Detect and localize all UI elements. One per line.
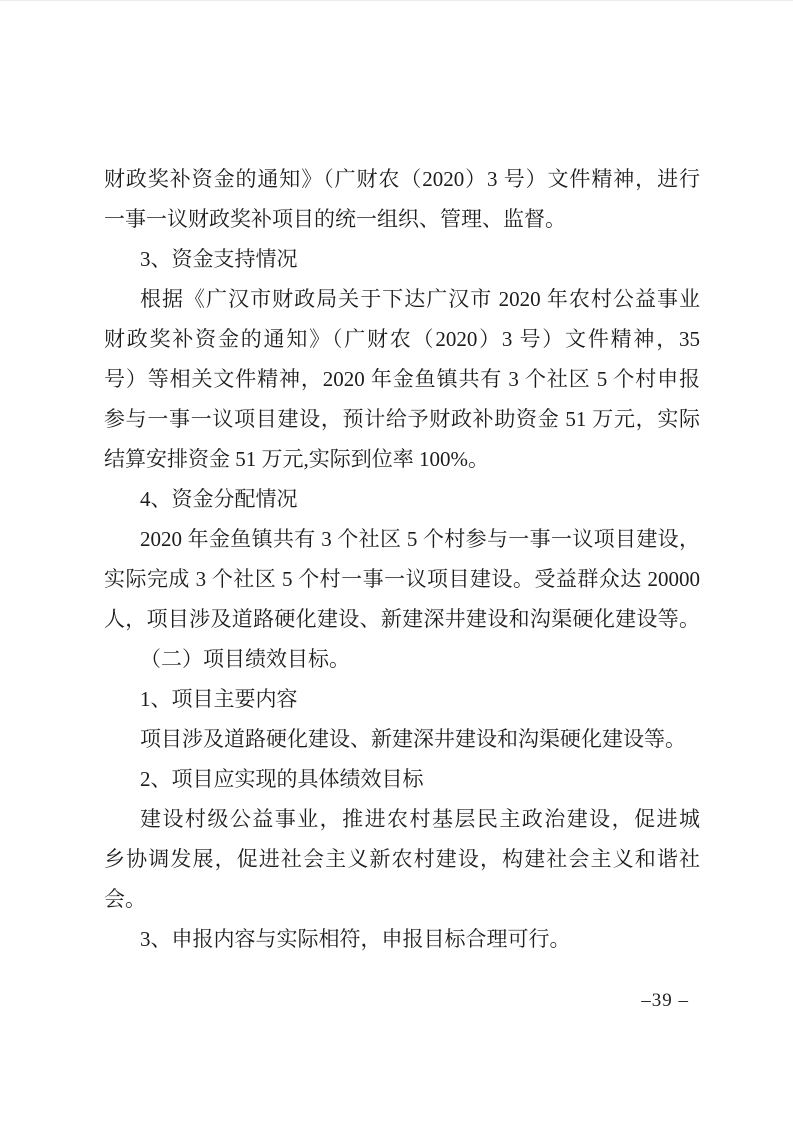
text-line: 号）等相关文件精神，2020 年金鱼镇共有 3 个社区 5 个村申报: [104, 367, 700, 391]
numbered-heading: 3、申报内容与实际相符，申报目标合理可行。: [140, 927, 571, 951]
page-number: –39 –: [641, 990, 689, 1011]
text-line: 结算安排资金 51 万元,实际到位率 100%。: [104, 447, 489, 471]
text-line: 财政奖补资金的通知》（广财农（2020）3 号）文件精神，进行: [104, 167, 700, 191]
numbered-heading: 1、项目主要内容: [140, 687, 298, 711]
page-body-text: [104, 159, 700, 959]
section-heading: （二）项目绩效目标。: [140, 647, 350, 671]
text-line: 建设村级公益事业，推进农村基层民主政治建设，促进城: [140, 807, 700, 831]
text-line: 项目涉及道路硬化建设、新建深井建设和沟渠硬化建设等。: [140, 727, 686, 751]
numbered-heading: 2、项目应实现的具体绩效目标: [140, 767, 424, 791]
numbered-heading: 3、资金支持情况: [140, 247, 298, 271]
text-line: 财政奖补资金的通知》（广财农（2020）3 号）文件精神，35: [104, 327, 700, 351]
numbered-heading: 4、资金分配情况: [140, 487, 298, 511]
text-line: 人，项目涉及道路硬化建设、新建深井建设和沟渠硬化建设等。: [104, 607, 700, 631]
text-line: 参与一事一议项目建设，预计给予财政补助资金 51 万元，实际: [104, 407, 700, 431]
text-line: 乡协调发展，促进社会主义新农村建设，构建社会主义和谐社: [104, 847, 700, 871]
text-line: 一事一议财政奖补项目的统一组织、管理、监督。: [104, 207, 566, 231]
text-line: 会。: [104, 887, 146, 911]
text-line: 根据《广汉市财政局关于下达广汉市 2020 年农村公益事业: [140, 287, 700, 311]
text-line: 2020 年金鱼镇共有 3 个社区 5 个村参与一事一议项目建设，: [140, 527, 700, 551]
text-line: 实际完成 3 个社区 5 个村一事一议项目建设。受益群众达 20000: [104, 567, 700, 591]
